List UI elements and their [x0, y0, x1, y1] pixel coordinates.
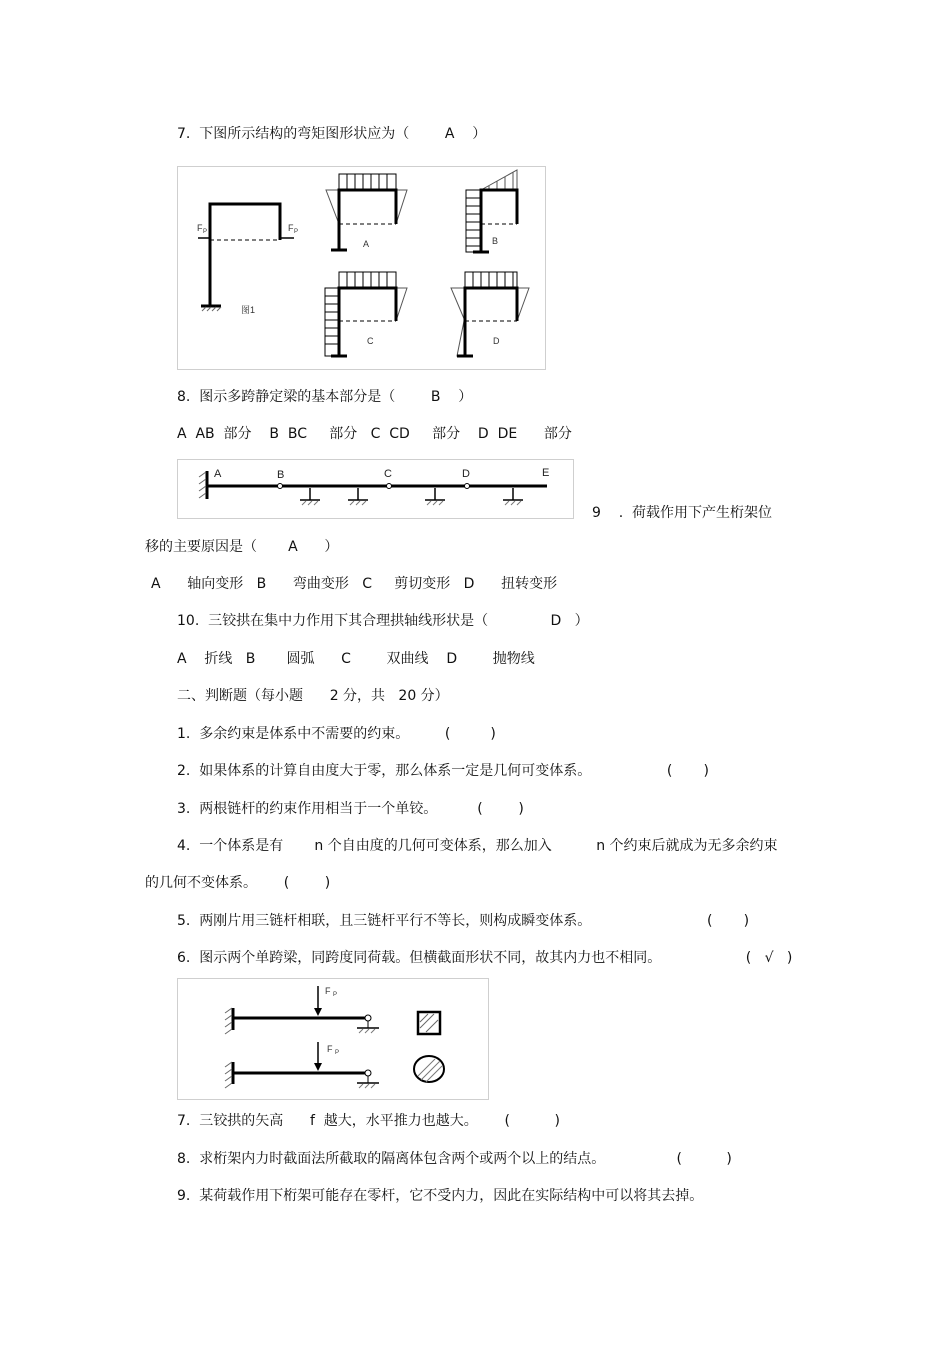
beam-label-e: E: [542, 467, 550, 479]
diagram-option-a: [326, 174, 407, 250]
question-9-part-1: 9 . 荷载作用下产生桁架位: [592, 505, 773, 521]
option-label-b: B: [492, 236, 499, 246]
force-subscript-bottom: P: [335, 1050, 340, 1056]
beam-label-b: B: [277, 469, 285, 481]
question-9-options: A 轴向变形 B 弯曲变形 C 剪切变形 D 扭转变形: [151, 576, 558, 592]
judge-3: 3. 两根链杆的约束作用相当于一个单铰。 ( ): [177, 801, 524, 817]
original-frame: [197, 204, 298, 315]
beam-square-section: [225, 986, 440, 1034]
option-label-a: A: [363, 239, 370, 249]
beam-label-a: A: [214, 468, 222, 480]
option-label-c: C: [367, 336, 374, 346]
beam-circular-section: [225, 1042, 444, 1088]
force-subscript-left: P: [203, 229, 208, 235]
judge-6: 6. 图示两个单跨梁，同跨度同荷载。但横截面形状不同，故其内力也不相同。 ( √ ): [177, 950, 793, 966]
option-label-d: D: [493, 336, 500, 346]
judge-9: 9. 某荷载作用下桁架可能存在零杆，它不受内力，因此在实际结构中可以将其去掉。: [177, 1188, 704, 1204]
judge-4-part-2: 的几何不变体系。 ( ): [145, 875, 331, 891]
section-2-heading: 二、判断题（每小题 2 分，共 20 分）: [177, 688, 449, 704]
question-10-options: A 折线 B 圆弧 C 双曲线 D 抛物线: [177, 651, 535, 667]
figure-two-beams: [177, 978, 490, 1101]
question-8-options: A AB 部分 B BC 部分 C CD 部分 D DE 部分: [177, 426, 572, 442]
judge-5: 5. 两刚片用三链杆相联，且三链杆平行不等长，则构成瞬变体系。 ( ): [177, 913, 750, 929]
judge-7: 7. 三铰拱的矢高 f 越大，水平推力也越大。 ( ): [177, 1113, 560, 1129]
question-10: 10. 三铰拱在集中力作用下其合理拱轴线形状是（ D ）: [177, 613, 589, 629]
judge-8: 8. 求桁架内力时截面法所截取的隔离体包含两个或两个以上的结点。 ( ): [177, 1151, 732, 1167]
question-7: 7. 下图所示结构的弯矩图形状应为（ A ）: [177, 126, 487, 142]
force-label-left: F: [197, 223, 203, 233]
figure-caption: 图1: [241, 305, 256, 315]
judge-1: 1. 多余约束是体系中不需要的约束。 ( ): [177, 726, 496, 742]
force-label-top: F: [325, 986, 331, 996]
beam-label-d: D: [462, 468, 470, 480]
figure-frame-moment-diagrams: [177, 166, 547, 371]
force-label-bottom: F: [327, 1044, 333, 1054]
judge-2: 2. 如果体系的计算自由度大于零，那么体系一定是几何可变体系。 ( ): [177, 763, 709, 779]
force-subscript-top: P: [333, 992, 338, 998]
figure-multispan-beam: [177, 459, 575, 519]
force-subscript-right: P: [294, 229, 299, 235]
beam-label-c: C: [384, 468, 392, 480]
force-label-right: F: [288, 223, 294, 233]
question-9-part-2: 移的主要原因是（ A ）: [145, 539, 339, 555]
diagram-option-b: [466, 170, 517, 252]
judge-4-part-1: 4. 一个体系是有 n 个自由度的几何可变体系，那么加入 n 个约束后就成为无多余约束: [177, 838, 778, 854]
question-8: 8. 图示多跨静定梁的基本部分是（ B ）: [177, 389, 473, 405]
diagram-option-c: [325, 272, 407, 356]
diagram-option-d: [451, 272, 529, 356]
